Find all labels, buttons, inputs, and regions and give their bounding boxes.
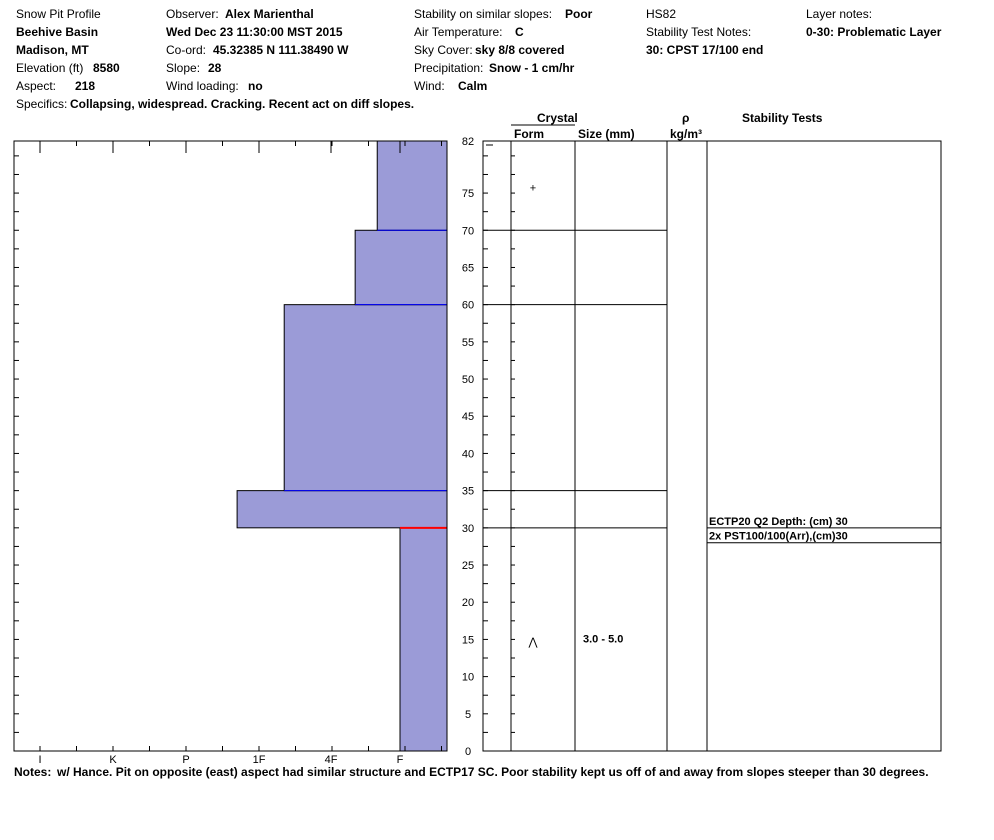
density-header: ρ [682,111,690,125]
observer-label: Observer: [166,7,219,21]
hardness-label: I [38,754,42,766]
wind-value: Calm [458,79,488,93]
location-name: Beehive Basin [16,25,99,39]
stability-label: Stability on similar slopes: [414,7,553,21]
air-temp-value: C [515,25,524,39]
wind-label: Wind: [414,79,445,93]
aspect-label: Aspect: [16,79,57,93]
stability-notes-value: 30: CPST 17/100 end [646,43,764,57]
crystal-form-symbol: + [529,182,537,195]
slope-value: 28 [208,61,222,75]
notes-label: Notes: [14,765,52,779]
height-label: 60 [461,299,475,312]
stability-value: Poor [565,7,593,21]
stability-notes-label: Stability Test Notes: [646,25,752,39]
coord-label: Co-ord: [166,43,207,57]
height-label: 35 [461,485,475,498]
aspect-value: 218 [75,79,96,93]
height-label: 20 [461,597,475,610]
specifics-value: Collapsing, widespread. Cracking. Recent act on diff slopes. [70,97,415,111]
height-label: 15 [461,634,475,647]
height-label: 45 [461,411,475,424]
notes-text: w/ Hance. Pit on opposite (east) aspect had similar structure and ECTP17 SC. Poor stability kept us off of and away from slopes steeper than 30 degrees. [57,765,929,779]
stability-test-label: 2x PST100/100(Arr),(cm)30 [709,530,848,543]
hardness-label: F [396,754,404,766]
height-label: 65 [461,262,475,275]
table-frame [483,141,941,751]
hardness-bar [400,528,447,751]
precip-label: Precipitation: [414,61,484,75]
form-header: Form [514,127,544,141]
observer-value: Alex Marienthal [225,7,314,21]
hardness-bar [237,491,447,528]
elevation-label: Elevation (ft) [16,61,84,75]
stability-test-label: ECTP20 Q2 Depth: (cm) 30 [709,515,848,528]
air-temp-label: Air Temperature: [414,25,503,39]
stability-tests-header: Stability Tests [742,111,823,125]
hardness-label: P [182,754,190,766]
wind-loading-value: no [248,79,263,93]
hardness-label: 1F [252,754,266,766]
hardness-label: 4F [324,754,338,766]
precip-value: Snow - 1 cm/hr [489,61,575,75]
wind-loading-label: Wind loading: [166,79,239,93]
slope-label: Slope: [166,61,201,75]
region-name: Madison, MT [16,43,89,57]
crystal-header: Crystal [537,111,578,125]
density-unit-header: kg/m³ [670,127,703,141]
height-label: 0 [464,746,472,758]
height-label: 10 [461,671,475,684]
layer-notes-label: Layer notes: [806,7,873,21]
sky-value: sky 8/8 covered [475,43,565,57]
hardness-label: K [109,754,117,766]
specifics-label: Specifics: [16,97,68,111]
layer-notes-value: 0-30: Problematic Layer [806,25,942,39]
height-label: 50 [461,374,475,387]
height-label: 40 [461,448,475,461]
size-header: Size (mm) [578,127,635,141]
crystal-size-label: 3.0 - 5.0 [583,633,624,646]
sky-label: Sky Cover: [414,43,473,57]
hardness-bar [355,230,447,304]
height-label: 70 [461,225,475,238]
height-label: 75 [461,188,475,201]
height-label: 82 [461,136,475,148]
height-label: 30 [461,522,475,535]
observation-datetime: Wed Dec 23 11:30:00 MST 2015 [166,25,343,39]
elevation-value: 8580 [93,61,120,75]
hs-value: HS82 [646,7,677,21]
coord-value: 45.32385 N 111.38490 W [213,43,349,57]
profile-title: Snow Pit Profile [16,7,101,21]
crystal-form-symbol: ⋀ [528,636,538,649]
hardness-bar [284,305,447,491]
height-label: 25 [461,560,475,573]
hardness-bar [377,141,447,230]
height-label: 55 [461,336,475,349]
height-label: 5 [464,708,472,721]
